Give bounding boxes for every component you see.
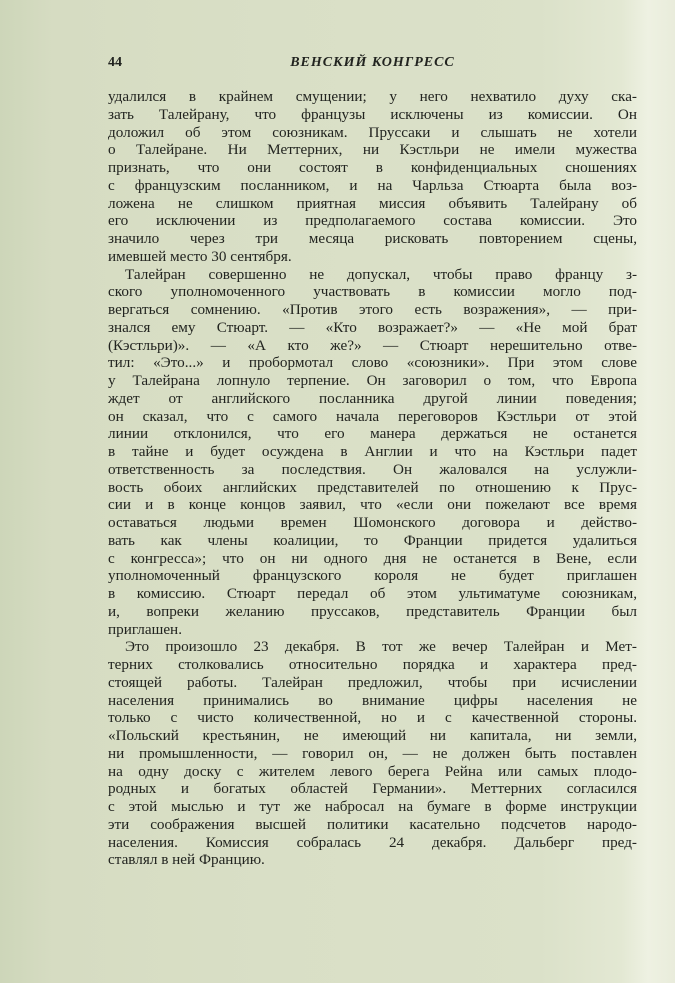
text-line: «Польский крестьянин, не имеющий ни капитала, ни земли,	[108, 727, 637, 744]
text-line: оставаться людьми времен Шомонского договора и действо-	[108, 514, 637, 531]
text-line: родных и богатых областей Германии». Меттерних согласился	[108, 780, 637, 798]
text-line: признать, что они состоят в конфиденциальных сношениях	[108, 159, 637, 176]
text-line: с этой мыслью и тут же набросал на бумаге в форме инструкции	[108, 798, 637, 815]
body-text	[108, 88, 637, 869]
text-line: приглашен.	[108, 620, 182, 638]
text-line: вергаться сомнению. «Против этого есть возражения», — при-	[108, 301, 637, 318]
text-line: уполномоченный французского короля не будет приглашен	[108, 567, 637, 585]
text-line: стоящей работы. Талейран предложил, чтобы при исчислении	[108, 673, 637, 691]
text-line: удалился в крайнем смущении; у него нехватило духу ска-	[108, 88, 637, 105]
text-line: Талейран совершенно не допускал, чтобы право францу з-	[125, 265, 637, 283]
text-line: ждет от английского посланника другой линии поведения;	[108, 389, 637, 407]
text-line: ского уполномоченного участвовать в комиссии могло под-	[108, 283, 637, 301]
text-line: в комиссию. Стюарт передал об этом ультиматуме союзникам,	[108, 585, 637, 602]
text-line: населения. Комиссия собралась 24 декабря. Дальберг пред-	[108, 833, 637, 851]
text-line: тил: «Это...» и пробормотал слово «союзники». При этом слове	[108, 354, 637, 372]
text-line: с конгресса»; что он ни одного дня не останется в Вене, если	[108, 549, 637, 567]
text-line: сии и в конце концов заявил, что «если они пожелают все время	[108, 496, 637, 514]
paragraph-2	[108, 266, 637, 639]
text-line: линии отклонился, что его манера держаться не останется	[108, 425, 637, 443]
text-line: населения принимались во внимание цифры населения не	[108, 691, 637, 709]
text-line: (Кэстльри)». — «А кто же?» — Стюарт нерешительно отве-	[108, 336, 637, 354]
text-line: ложена не слишком приятная миссия объявить Талейрану об	[108, 194, 637, 212]
text-line: о Талейране. Ни Меттерних, ни Кэстльри не имели мужества	[108, 141, 637, 159]
text-line: на одну доску с жителем левого берега Рейна или самых плодо-	[108, 762, 637, 780]
paragraph-3	[108, 638, 637, 869]
text-line: с французским посланником, и на Чарльза Стюарта была воз-	[108, 176, 637, 194]
text-line: имевшей место 30 сентября.	[108, 247, 292, 265]
text-line: зать Талейрану, что французы исключены из комиссии. Он	[108, 105, 637, 123]
text-line: доложил об этом союзникам. Пруссаки и слышать не хотели	[108, 123, 637, 141]
running-head	[108, 55, 637, 73]
text-line: он сказал, что с самого начала переговоров Кэстльри от этой	[108, 407, 637, 425]
text-line: терних столковались относительно порядка и характера пред-	[108, 656, 637, 673]
running-title: ВЕНСКИЙ КОНГРЕСС	[290, 55, 455, 70]
text-line: ставлял в ней Францию.	[108, 851, 265, 869]
text-line: только с чисто количественной, но и с качественной стороны.	[108, 709, 637, 727]
page-number: 44	[108, 55, 122, 70]
text-line: значило через три месяца рисковать повторением сцены,	[108, 230, 637, 247]
text-line: у Талейрана лопнуло терпение. Он заговорил о том, что Европа	[108, 372, 637, 389]
text-line: Это произошло 23 декабря. В тот же вечер Талейран и Мет-	[125, 638, 637, 656]
text-line: и, вопреки желанию пруссаков, представитель Франции был	[108, 602, 637, 620]
text-line: вать как члены коалиции, то Франции придется удалиться	[108, 531, 637, 549]
text-line: его исключении из предполагаемого состава комиссии. Это	[108, 212, 637, 230]
text-line: эти соображения высшей политики касательно подсчетов народо-	[108, 815, 637, 833]
text-line: ответственность за последствия. Он жаловался на услужли-	[108, 460, 637, 478]
text-line: ни промышленности, — говорил он, — не должен быть поставлен	[108, 744, 637, 762]
paragraph-1	[108, 88, 637, 266]
text-line: вость обоих английских представителей по отношению к Прус-	[108, 478, 637, 496]
text-line: знался ему Стюарт. — «Кто возражает?» — «Не мой брат	[108, 318, 637, 336]
text-line: в тайне и будет осуждена в Англии и что на Кэстльри падет	[108, 443, 637, 460]
